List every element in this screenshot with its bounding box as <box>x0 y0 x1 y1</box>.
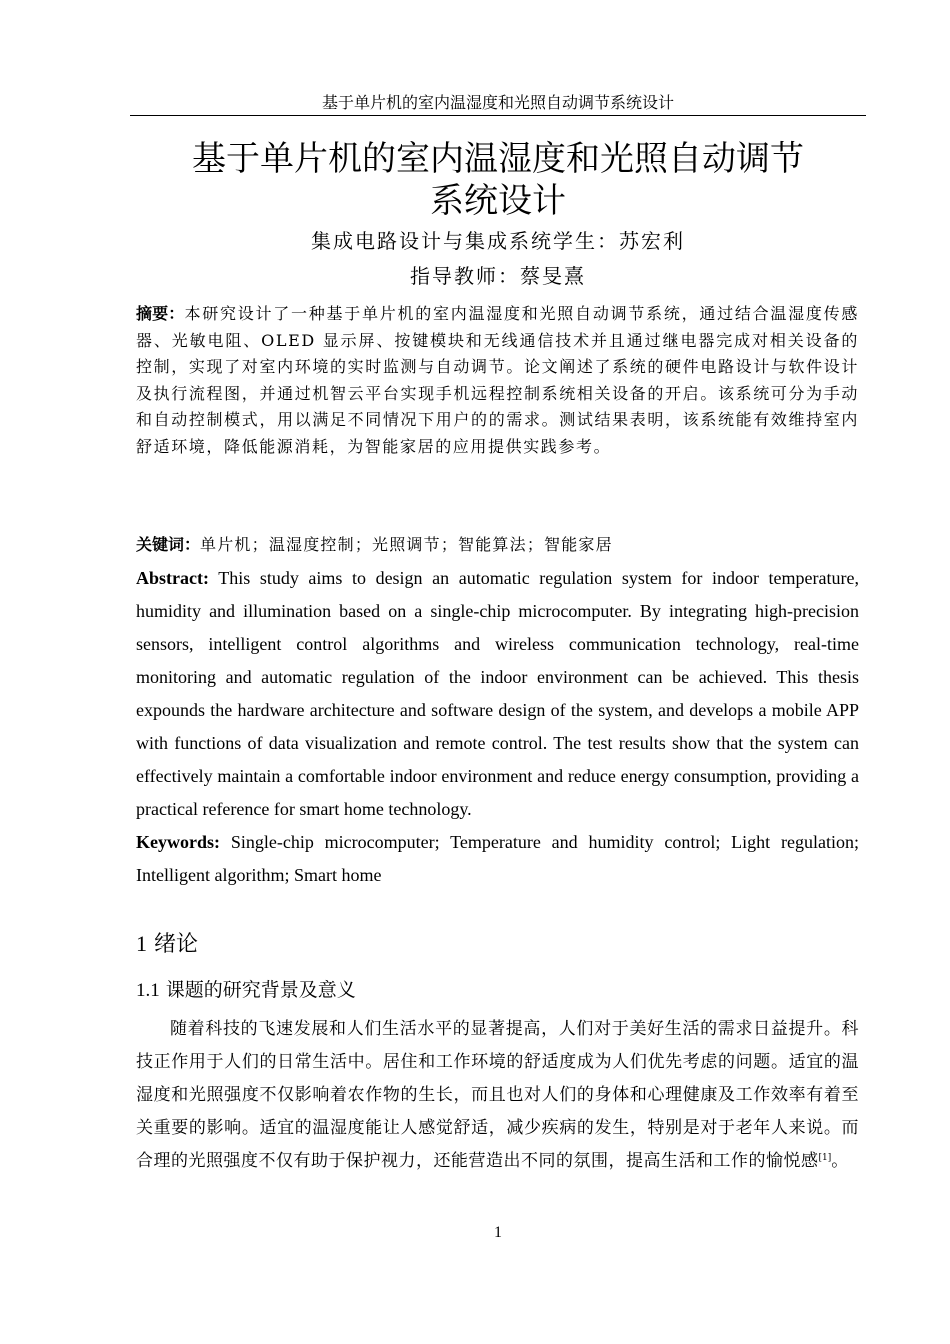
english-keywords-text: Single-chip microcomputer; Temperature and humidity control; Light regulation; Intelligent algorithm; Smart home <box>136 832 859 885</box>
advisor-line: 指导教师：蔡旻熹 <box>410 264 586 288</box>
author-line: 集成电路设计与集成系统学生：苏宏利 <box>311 229 685 253</box>
section-heading-1-1 <box>136 976 356 1005</box>
paragraph-text: 随着科技的飞速发展和人们生活水平的显著提高，人们对于美好生活的需求日益提升。科技正作用于人们的日常生活中。居住和工作环境的舒适度成为人们优先考虑的问题。适宜的温湿度和光照强度不仅影响着农作物的生长，而且也对人们的身体和心理健康及工作效率有着至关重要的影响。适宜的温湿度能让人感觉舒适，减少疾病的发生，特别是对于老年人来说。而合理的光照强度不仅有助于保护视力，还能营造出不同的氛围，提高生活和工作的愉悦感 <box>136 1019 859 1171</box>
section-number: 1 <box>136 931 147 956</box>
subsection-title: 课题的研究背景及意义 <box>159 979 356 1001</box>
chinese-keywords-label: 关键词： <box>136 535 201 554</box>
paper-title <box>130 138 866 222</box>
chinese-keywords-text: 单片机；温湿度控制；光照调节；智能算法；智能家居 <box>200 535 613 554</box>
paragraph-end: 。 <box>831 1151 849 1171</box>
english-abstract-text: This study aims to design an automatic regulation system for indoor temperature, humidity and illumination based on a single-chip microcomputer. By integrating high-precision sensors, intelligent control algorithms and wireless communication technology, real-time monitoring and automatic regulation of the indoor environment can be achieved. This thesis expounds the hardware architecture and software design of the system, and develops a mobile APP with functions of data visualization and remote control. The test results show that the system can effectively maintain a comfortable indoor environment and reduce energy consumption, providing a practical reference for smart home technology. <box>136 568 859 819</box>
citation-reference[interactable]: [1] <box>818 1153 832 1163</box>
english-keywords-label: Keywords: <box>136 832 220 852</box>
subsection-number: 1.1 <box>136 980 160 1001</box>
running-header: 基于单片机的室内温湿度和光照自动调节系统设计 <box>321 93 674 112</box>
english-keywords <box>136 826 859 892</box>
section-title: 绪论 <box>147 932 198 957</box>
section-heading-1 <box>136 928 198 961</box>
english-abstract <box>136 562 859 826</box>
page-number: 1 <box>494 1224 502 1241</box>
chinese-keywords <box>136 532 859 558</box>
header-rule <box>130 115 866 116</box>
body-paragraph <box>136 1013 859 1178</box>
paper-title-line1: 基于单片机的室内温湿度和光照自动调节 <box>192 139 804 179</box>
chinese-abstract-label: 摘要： <box>136 304 185 323</box>
chinese-abstract <box>136 301 859 460</box>
chinese-abstract-text: 本研究设计了一种基于单片机的室内温湿度和光照自动调节系统，通过结合温湿度传感器、光敏电阻、OLED 显示屏、按键模块和无线通信技术并且通过继电器完成对相关设备的控制，实现了对室内环境的实时监测与自动调节。论文阐述了系统的硬件电路设计与软件设计及执行流程图，并通过机智云平台实现手机远程控制系统相关设备的开启。该系统可分为手动和自动控制模式，用以满足不同情况下用户的的需求。测试结果表明，该系统能有效维持室内舒适环境，降低能源消耗，为智能家居的应用提供实践参考。 <box>136 304 859 456</box>
english-abstract-label: Abstract: <box>136 568 209 588</box>
paper-title-line2: 系统设计 <box>430 181 566 221</box>
